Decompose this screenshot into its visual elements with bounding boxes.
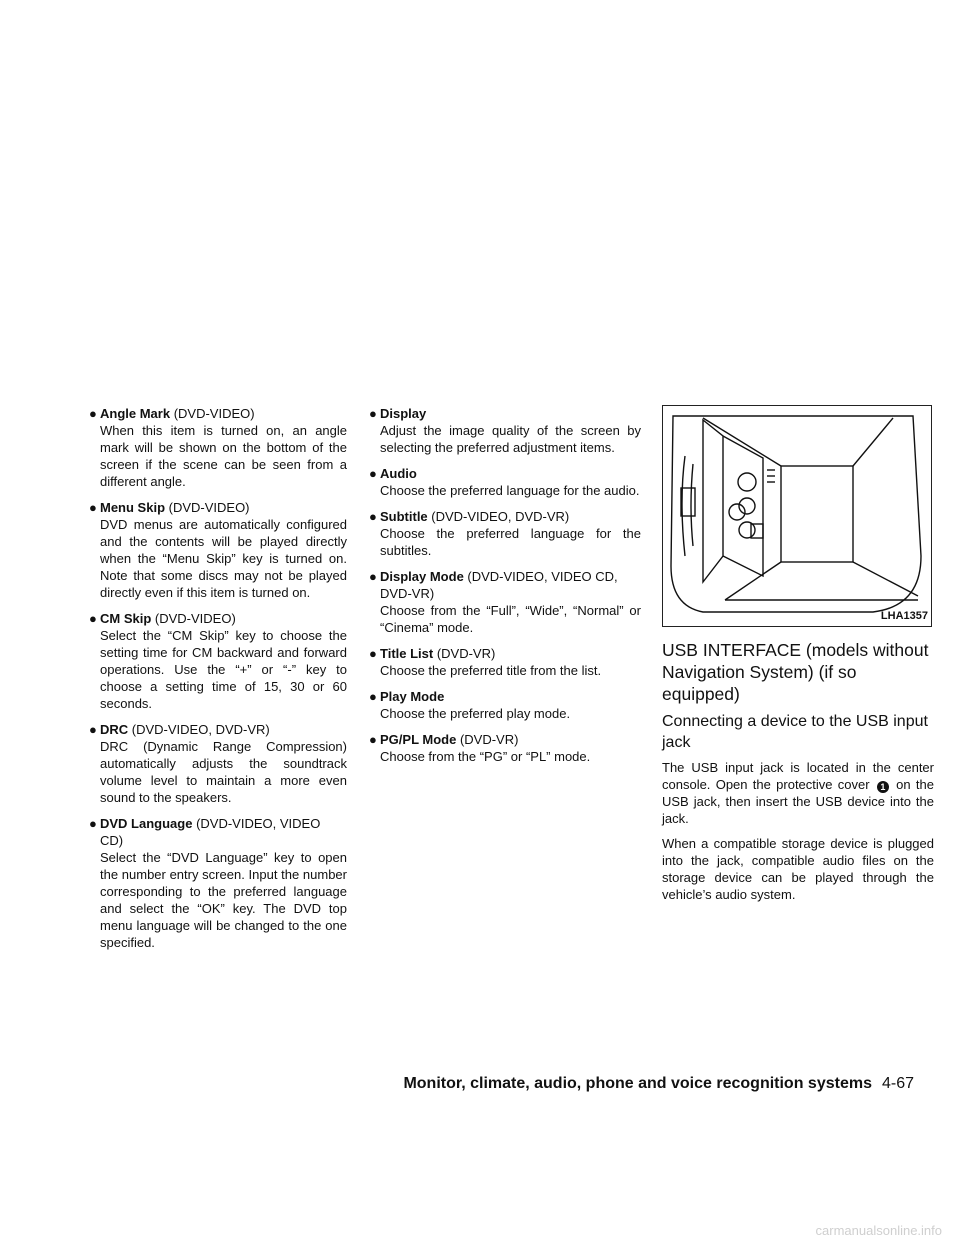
item-description: Choose from the “PG” or “PL” mode. [380,749,591,764]
item-qualifier: (DVD-VIDEO) [170,406,255,421]
item-name: Audio [380,466,417,481]
list-item-cm-skip [89,610,347,712]
list-item-pg-pl-mode [369,731,641,765]
list-item-drc [89,721,347,806]
item-qualifier: (DVD-VIDEO) [165,500,250,515]
bullet-icon: ● [369,569,377,584]
item-name: Play Mode [380,689,445,704]
callout-marker: 1 [877,781,889,793]
list-item-menu-skip [89,499,347,601]
right-column [662,405,934,911]
list-item-audio [369,465,641,499]
item-name: Subtitle [380,509,428,524]
item-qualifier: (DVD-VIDEO, VIDEO CD) [100,816,321,848]
item-name: DVD Language [100,816,193,831]
middle-column [369,405,641,774]
item-name: CM Skip [100,611,152,626]
subsection-title: Connecting a device to the USB input jack [662,713,928,751]
item-qualifier: (DVD-VIDEO, DVD-VR) [128,722,270,737]
bullet-icon: ● [89,406,97,421]
bullet-icon: ● [89,816,97,831]
item-name: DRC [100,722,129,737]
list-item-play-mode [369,688,641,722]
item-description: DRC (Dynamic Range Compression) automatically adjusts the soundtrack volume level to maintain a more even sound to the speakers. [100,739,347,805]
list-item-subtitle [369,508,641,559]
item-description: Choose the preferred title from the list. [380,663,602,678]
figure-id: LHA1357 [880,610,928,622]
item-name: PG/PL Mode [380,732,457,747]
item-name: Display Mode [380,569,464,584]
watermark[interactable]: carmanualsonline.info [815,1223,942,1238]
list-item-angle-mark [89,405,347,490]
bullet-icon: ● [89,611,97,626]
bullet-icon: ● [89,500,97,515]
bullet-icon: ● [369,466,377,481]
list-item-title-list [369,645,641,679]
item-qualifier: (DVD-VR) [433,646,496,661]
list-item-display [369,405,641,456]
console-drawing [663,406,931,626]
item-description: DVD menus are automatically configured and the contents will be played directly when the “Menu Skip” key is turned on. Note that some discs may not be played directly even if this item is turned on. [100,517,347,600]
item-name: Title List [380,646,434,661]
item-description: Choose the preferred play mode. [380,706,571,721]
bullet-icon: ● [369,509,377,524]
item-description: Choose the preferred language for the subtitles. [380,526,641,558]
list-item-dvd-language [89,815,347,951]
item-description: Select the “CM Skip” key to choose the setting time for CM backward and forward operations. Use the “+” or “-” key to choose a setting time of 15, 30 or 60 seconds. [100,628,347,711]
item-name: Angle Mark [100,406,171,421]
item-description: Select the “DVD Language” key to open the number entry screen. Input the number corresponding to the preferred language and select the “OK” key. The DVD top menu language will be changed to the one specified. [100,850,347,950]
section-title: USB INTERFACE (models without Navigation System) (if so equipped) [662,640,929,704]
bullet-icon: ● [369,732,377,747]
item-name: Menu Skip [100,500,166,515]
paragraph-text: The USB input jack is located in the center console. Open the protective cover [662,760,934,792]
paragraph-text: on the USB jack, then insert the USB device into the jack. [662,777,934,826]
item-name: Display [380,406,427,421]
footer-title: Monitor, climate, audio, phone and voice recognition systems [403,1075,872,1092]
item-description: When this item is turned on, an angle mark will be shown on the bottom of the screen if the scene can be seen from a different angle. [100,423,347,489]
item-qualifier: (DVD-VIDEO) [151,611,236,626]
item-description: Choose the preferred language for the audio. [380,483,640,498]
item-qualifier: (DVD-VR) [456,732,519,747]
page-footer [403,1075,914,1093]
left-column [89,405,347,960]
paragraph-2: When a compatible storage device is plugged into the jack, compatible audio files on the storage device can be played through the vehicle’s audio system. [662,836,934,902]
list-item-display-mode [369,568,641,636]
page-number: 4-67 [881,1075,914,1092]
item-description: Adjust the image quality of the screen by selecting the preferred adjustment items. [380,423,641,455]
bullet-icon: ● [89,722,97,737]
paragraph-1 [662,759,934,827]
usb-jack-illustration [662,405,932,627]
bullet-icon: ● [369,406,377,421]
item-qualifier: (DVD-VIDEO, DVD-VR) [427,509,570,524]
item-description: Choose from the “Full”, “Wide”, “Normal” or “Cinema” mode. [380,603,641,635]
item-qualifier: (DVD-VIDEO, VIDEO CD, DVD-VR) [380,569,618,601]
bullet-icon: ● [369,689,377,704]
bullet-icon: ● [369,646,377,661]
